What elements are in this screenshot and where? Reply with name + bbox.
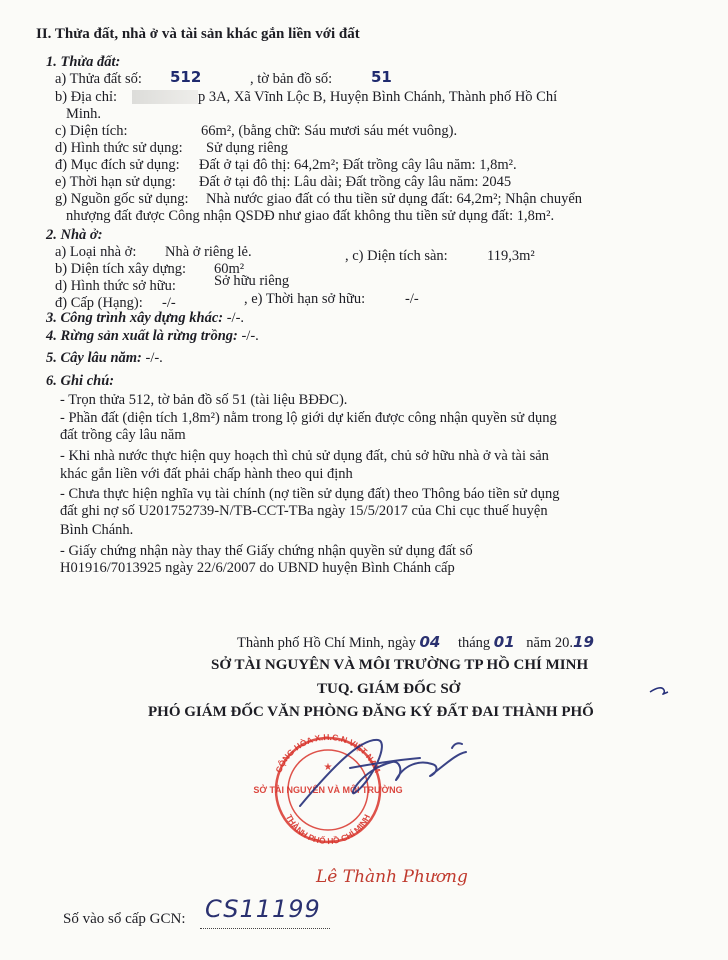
note-line: - Khi nhà nước thực hiện quy hoạch thì chủ sử dụng đất, chủ sở hữu nhà ở và tài sản <box>60 448 549 464</box>
origin-value: Nhà nước giao đất có thu tiền sử dụng đất: 64,2m²; Nhận chuyển <box>206 191 583 207</box>
map-sheet-label: , tờ bản đồ số: <box>250 71 333 87</box>
stamp-bottom-text: THÀNH PHỐ HỒ CHÍ MINH <box>283 812 373 847</box>
registry-label: Số vào sổ cấp GCN: <box>63 911 186 927</box>
item5-heading: 5. Cây lâu năm: <box>46 350 142 366</box>
map-sheet-value: 51 <box>371 68 392 86</box>
note-line: Bình Chánh. <box>60 522 134 538</box>
proxy-title: TUQ. GIÁM ĐỐC SỞ <box>317 681 461 697</box>
address-label: b) Địa chỉ: <box>55 89 118 105</box>
note-line: - Chưa thực hiện nghĩa vụ tài chính (nợ tiền sử dụng đất) theo Thông báo tiền sử dụng <box>60 486 560 502</box>
date-year-label: năm 20. <box>526 635 574 651</box>
house-type-value: Nhà ở riêng lẻ. <box>165 244 252 260</box>
note-line: đất trồng cây lâu năm <box>60 427 186 443</box>
date-prefix: Thành phố Hồ Chí Minh, ngày <box>237 635 416 651</box>
star-icon: ★ <box>323 762 333 773</box>
grade-label: đ) Cấp (Hạng): <box>55 295 143 311</box>
address-value: p 3A, Xã Vĩnh Lộc B, Huyện Bình Chánh, Thành phố Hồ Chí <box>198 89 558 105</box>
ownership-term-value: -/- <box>405 291 419 307</box>
registry-value: CS11199 <box>205 895 321 923</box>
date-day: 04 <box>419 633 441 651</box>
item3-value: -/-. <box>226 310 245 326</box>
note-line: khác gắn liền với đất phải chấp hành theo qui định <box>60 466 353 482</box>
item4-value: -/-. <box>241 328 259 344</box>
pen-mark <box>650 688 668 694</box>
origin-label: g) Nguồn gốc sử dụng: <box>55 191 189 207</box>
use-purpose-label: đ) Mục đích sử dụng: <box>55 157 180 173</box>
item3-heading: 3. Công trình xây dựng khác: <box>46 310 224 326</box>
date-year: 19 <box>573 633 594 651</box>
floor-area-label: , c) Diện tích sàn: <box>345 248 448 264</box>
parcel-number-value: 512 <box>170 68 202 86</box>
use-form-value: Sử dụng riêng <box>206 140 288 156</box>
parcel-number-label: a) Thửa đất số: <box>55 71 142 87</box>
section-title: II. Thửa đất, nhà ở và tài sản khác gắn liền với đất <box>36 26 360 42</box>
house-heading: 2. Nhà ở: <box>46 227 103 243</box>
signer-name: Lê Thành Phương <box>316 867 468 887</box>
use-form-label: d) Hình thức sử dụng: <box>55 140 183 156</box>
note-line: đất ghi nợ số U201752739-N/TB-CCT-TBa ngày 15/5/2017 của Chi cục thuế huyện <box>60 503 548 519</box>
signer-title: PHÓ GIÁM ĐỐC VĂN PHÒNG ĐĂNG KÝ ĐẤT ĐAI THÀNH PHỐ <box>148 704 594 720</box>
agency-name: SỞ TÀI NGUYÊN VÀ MÔI TRƯỜNG TP HỒ CHÍ MINH <box>211 657 589 673</box>
item4-heading: 4. Rừng sản xuất là rừng trồng: <box>46 328 238 344</box>
floor-area-value: 119,3m² <box>487 248 535 264</box>
note-line: - Phần đất (diện tích 1,8m²) nằm trong lộ giới dự kiến được công nhận quyền sử dụng <box>60 410 557 426</box>
ownership-value: Sở hữu riêng <box>214 273 290 289</box>
item5-value: -/-. <box>145 350 163 366</box>
date-month-label: tháng <box>457 635 491 651</box>
note-line: - Giấy chứng nhận này thay thế Giấy chứng nhận quyền sử dụng đất số <box>60 543 473 559</box>
house-type-label: a) Loại nhà ở: <box>55 244 137 260</box>
stamp-top-text: CỘNG HÒA X.H.C.N VIỆT NAM <box>273 731 383 775</box>
use-term-value: Đất ở tại đô thị: Lâu dài; Đất trồng cây lâu năm: 2045 <box>199 174 512 190</box>
notes-heading: 6. Ghi chú: <box>46 373 115 389</box>
grade-value: -/- <box>162 295 176 311</box>
stamp-center-text: SỞ TÀI NGUYÊN VÀ MÔI TRƯỜNG <box>253 785 403 795</box>
land-heading: 1. Thửa đất: <box>46 54 121 70</box>
area-value: 66m², (bằng chữ: Sáu mươi sáu mét vuông). <box>201 123 458 139</box>
ownership-label: d) Hình thức sở hữu: <box>55 278 176 294</box>
use-purpose-value: Đất ở tại đô thị: 64,2m²; Đất trồng cây lâu năm: 1,8m². <box>199 157 517 173</box>
ownership-term-label: , e) Thời hạn sở hữu: <box>244 291 366 307</box>
date-month: 01 <box>493 633 515 651</box>
build-area-label: b) Diện tích xây dựng: <box>55 261 187 277</box>
origin-value-cont: nhượng đất được Công nhận QSDĐ như giao đất không thu tiền sử dụng đất: 1,8m². <box>66 208 555 224</box>
note-line: H01916/7013925 ngày 22/6/2007 do UBND huyện Bình Chánh cấp <box>60 560 455 576</box>
registry-underline <box>200 928 330 929</box>
build-area-value: 60m² <box>214 261 245 277</box>
use-term-label: e) Thời hạn sử dụng: <box>55 174 176 190</box>
note-line: - Trọn thửa 512, tờ bản đồ số 51 (tài liệu BĐĐC). <box>60 392 348 408</box>
address-value-cont: Minh. <box>66 106 102 122</box>
area-label: c) Diện tích: <box>55 123 128 139</box>
official-stamp <box>253 732 402 846</box>
